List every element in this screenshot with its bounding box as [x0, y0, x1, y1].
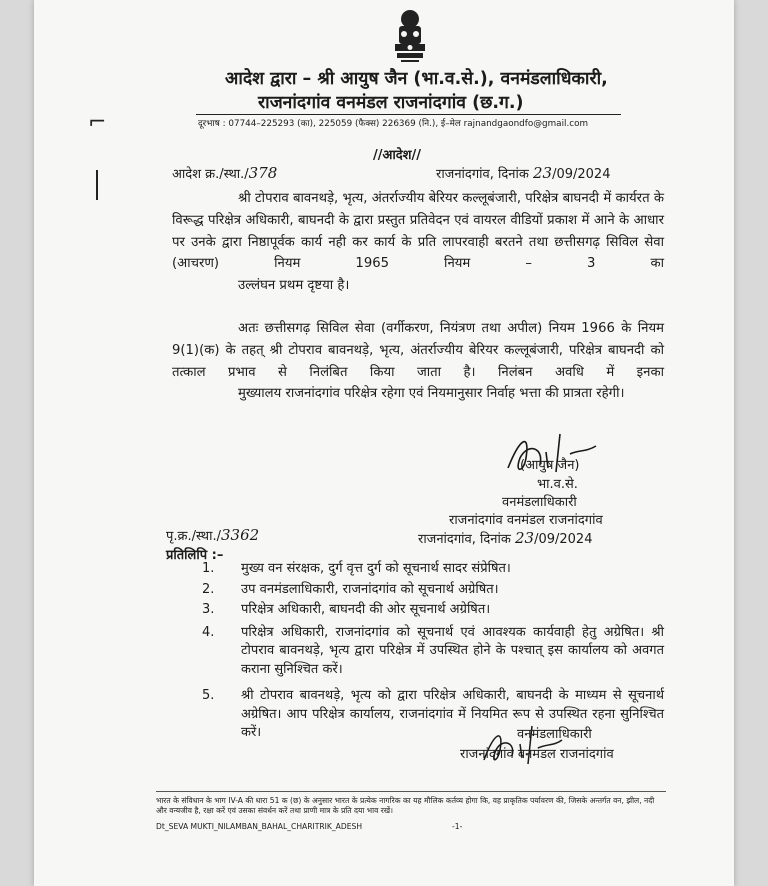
endorsement-number-handwritten: 3362 [221, 526, 260, 544]
signatory-2-designation: वनमंडलाधिकारी [517, 727, 592, 742]
endorsement-date-suffix: /09/2024 [534, 532, 593, 547]
endorsement-date-prefix: राजनांदगांव, दिनांक [418, 532, 511, 547]
list-item-text: परिक्षेत्र अधिकारी, बाघनदी की ओर सूचनार्थ अग्रेषित। [241, 602, 491, 617]
footer-filename: Dt_SEVA MUKTI_NILAMBAN_BAHAL_CHARITRIK_ADESH [156, 822, 363, 831]
list-item-number: 5. [202, 688, 215, 703]
endorsement-date [418, 529, 592, 547]
list-item-text: मुख्य वन संरक्षक, दुर्ग वृत्त दुर्ग को सूचनार्थ सादर संप्रेषित। [241, 561, 511, 576]
paragraph-1-end: उल्लंघन प्रथम दृष्टया है। [238, 278, 350, 294]
footer-divider [156, 791, 666, 792]
order-date-suffix: /09/2024 [552, 167, 611, 182]
paragraph-2-end: मुख्यालय राजनांदगांव परिक्षेत्र रहेगा एवं नियमानुसार निर्वाह भत्ता की प्रात्रता रहेगी। [238, 386, 625, 402]
list-item-number: 1. [202, 561, 215, 576]
header-line-2: राजनांदगांव वनमंडल राजनांदगांव (छ.ग.) [258, 93, 524, 113]
margin-line [96, 170, 98, 200]
list-item [172, 560, 664, 579]
order-label: //आदेश// [373, 148, 422, 163]
list-item-number: 4. [202, 624, 215, 640]
signatory-office: राजनांदगांव वनमंडल राजनांदगांव [449, 513, 603, 528]
list-item-number: 3. [202, 602, 215, 617]
margin-mark: ⌐ [88, 110, 107, 135]
copy-list [172, 560, 664, 745]
list-item [172, 601, 664, 620]
order-number-label: आदेश क्र./स्था./ [172, 167, 249, 182]
list-item-text: श्री टोपराव बावनथड़े, भृत्य को द्वारा परिक्षेत्र अधिकारी, बाघनदी के माध्यम से सूचनार्थ अग्रेषित। आप परिक्षेत्र कार्यालय, राजनांदगांव में नियमित रूप से उपस्थित रहना सुनिश्चित करें। [241, 688, 664, 740]
order-number [172, 164, 277, 182]
paragraph-1-body: श्री टोपराव बावनथड़े, भृत्य, अंतर्राज्यीय बेरियर कल्लूबंजारी, परिक्षेत्र बाघनदी में कार्यरत के विरूद्ध परिक्षेत्र अधिकारी, बाघनदी के द्वारा प्रस्तुत प्रतिवेदन एवं वायरल वीडियों प्रकाश में आने के आधार पर उनके द्वारा निष्ठापूर्वक कार्य नही कर कार्य के प्रति लापरवाही बरतने तथा छत्तीसगढ़ सिविल सेवा (आचरण) नियम 1965 नियम – 3 का [172, 191, 664, 272]
paragraph-2 [172, 318, 664, 405]
endorsement-number [166, 526, 259, 544]
signatory-designation: वनमंडलाधिकारी [502, 495, 577, 510]
header-contact: दूरभाष : 07744–225293 (का), 225059 (फैक्स) 226369 (नि.), ई–मेल rajnandgaondfo@gmail.com [198, 119, 589, 129]
signatory-name: (आयुष जैन) [520, 458, 580, 473]
signatory-2-office: राजनांदगांव वनमंडल राजनांदगांव [460, 747, 614, 762]
order-number-handwritten: 378 [248, 164, 278, 182]
list-item [172, 581, 664, 600]
header-line-1: आदेश द्वारा – श्री आयुष जैन (भा.व.से.), वनमंडलाधिकारी, [225, 69, 608, 89]
list-item-text: उप वनमंडलाधिकारी, राजनांदगांव को सूचनार्थ अग्रेषित। [241, 581, 499, 597]
footer-note: भारत के संविधान के भाग IV-A की धारा 51 क (छ) के अनुसार भारत के प्रत्येक नागरिक का यह मौलिक कर्तव्य होगा कि, वह प्राकृतिक पर्यावरण की, जिसके अन्तर्गत वन, झील, नदी और वन्यजीव है, रक्षा करें एवं उसका संवर्धन करें तथा प्राणी मात्र के प्रति दया भाव रखें। [156, 796, 655, 815]
endorsement-number-label: पृ.क्र./स्था./ [166, 529, 221, 544]
list-item-text: परिक्षेत्र अधिकारी, राजनांदगांव को सूचनार्थ एवं आवश्यक कार्यवाही हेतु अग्रेषित। श्री टोपराव बावनथड़े, भृत्य द्वारा परिक्षेत्र में उपस्थित होने के पश्चात् इस कार्यालय को अवगत कराना सुनिश्चित करें। [241, 624, 664, 677]
paragraph-1 [172, 188, 664, 297]
paragraph-2-body: अतः छत्तीसगढ़ सिविल सेवा (वर्गीकरण, नियंत्रण तथा अपील) नियम 1966 के नियम 9(1)(क) के तहत् श्री टोपराव बावनथड़े, भृत्य, अंतर्राज्यीय बेरियर कल्लूबंजारी, परिक्षेत्र बाघनदी को तत्काल प्रभाव से निलंबित किया जाता है। निलंबन अवधि में इनका [172, 321, 664, 380]
list-item-number: 2. [202, 581, 215, 597]
order-date-prefix: राजनांदगांव, दिनांक [436, 167, 529, 182]
state-emblem-icon [385, 8, 435, 66]
order-date [436, 164, 610, 182]
header-divider [196, 114, 621, 115]
list-item [172, 624, 664, 680]
copy-to-label: प्रतिलिपि :– [166, 548, 224, 563]
page-number: -1- [452, 822, 463, 831]
signatory-service: भा.व.से. [537, 477, 578, 492]
order-date-day: 23 [532, 164, 553, 182]
document-page [34, 0, 734, 886]
endorsement-date-day: 23 [514, 529, 535, 547]
